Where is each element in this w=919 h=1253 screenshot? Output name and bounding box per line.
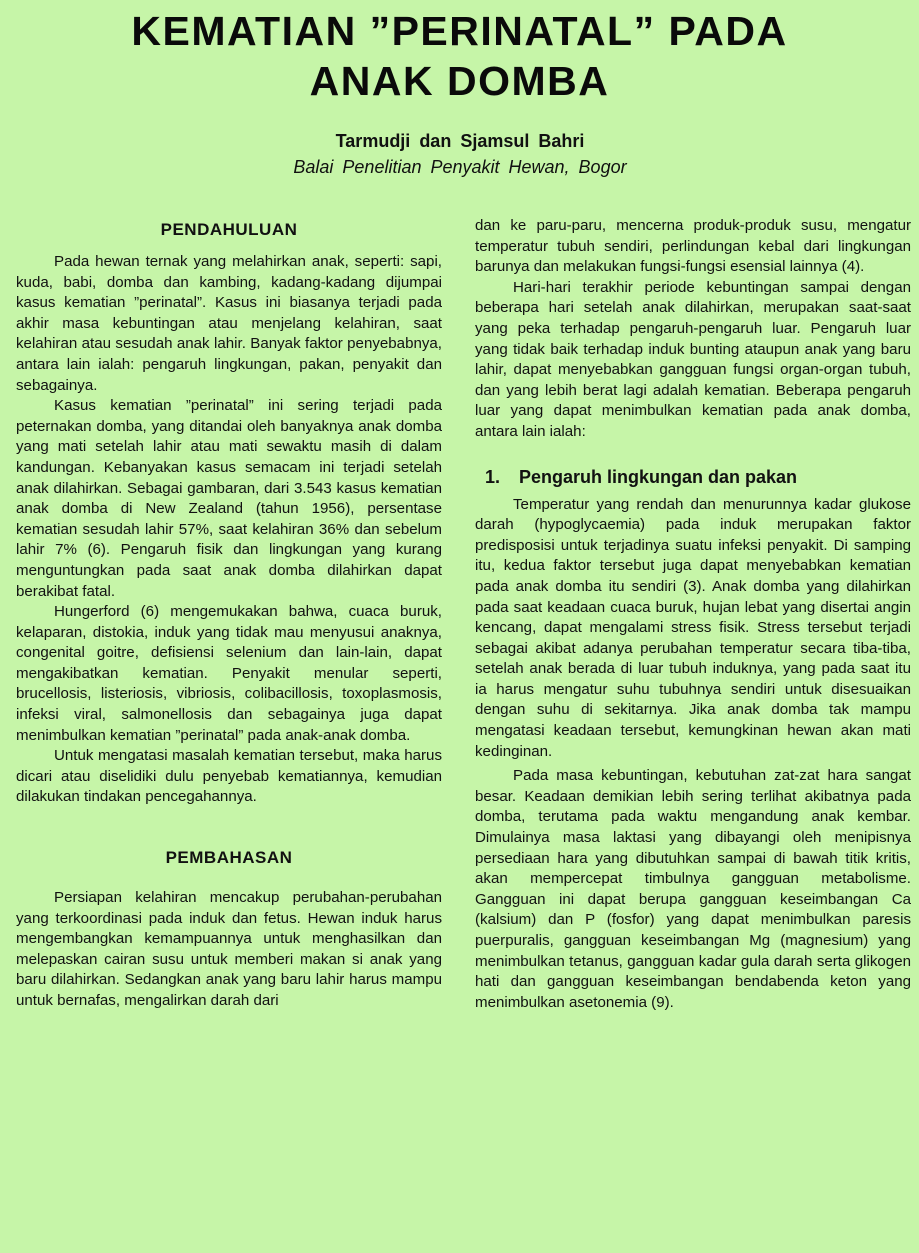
paragraph: Hari-hari terakhir periode kebuntingan sampai dengan beberapa hari setelah anak dilahirkan, merupakan saat-saat yang peka terhadap pengaruh-pengaruh luar. Pengaruh luar yang tidak baik terhadap induk bunting ataupun anak yang baru lahir, dapat menyebabkan gangguan fungsi organ-organ tubuh, dan yang lebih berat lagi adalah kematian. Beberapa pengaruh luar yang dapat menimbulkan kematian pada anak domba, antara lain ialah: <box>475 278 911 440</box>
paragraph: Untuk mengatasi masalah kematian tersebut, maka harus dicari atau diselidiki dulu penyebab kematiannya, kemudian dilakukan tindakan pencegahannya. <box>16 747 442 806</box>
paragraph: Pada hewan ternak yang melahirkan anak, seperti: sapi, kuda, babi, domba dan kambing, kadang-kadang dijumpai kasus kematian ”perinatal”. Kasus ini biasanya terjadi pada akhir masa kebuntingan atau menjelang kelahiran, saat kelahiran atau sesudah anak lahir. Banyak faktor penyebabnya, antara lain ialah: pengaruh lingkungan, pakan, penyakit dan sebagainya. <box>16 253 442 394</box>
subsection-title: Pengaruh lingkungan dan pakan <box>519 466 798 487</box>
paragraph: Hungerford (6) mengemukakan bahwa, cuaca buruk, kelaparan, distokia, induk yang tidak mau menyusui anaknya, congenital goitre, defisiensi selenium dan lain-lain, dapat mengakibatkan kematian. Penyakit menular seperti, brucellosis, listeriosis, vibriosis, colibacillosis, toxoplasmosis, infeksi viral, salmonellosis dan sebagainya juga dapat menimbulkan kematian ”perinatal” pada anak-anak domba. <box>16 603 442 744</box>
paragraph-continuation: dan ke paru-paru, mencerna produk-produk susu, mengatur temperatur tubuh sendiri, perlindungan kebal dari lingkungan barunya dan melakukan fungsi-fungsi esensial lainnya (4). <box>475 217 911 276</box>
section-heading-pendahuluan: PENDAHULUAN <box>160 220 298 239</box>
section-heading-pembahasan: PEMBAHASAN <box>165 848 293 868</box>
article-title <box>0 6 919 106</box>
authors: Tarmudji dan Sjamsul Bahri <box>335 131 585 151</box>
paragraph: Pada masa kebuntingan, kebutuhan zat-zat hara sangat besar. Keadaan demikian lebih sering terlihat akibatnya pada domba, terutama pada waktu mengandung anak kembar. Dimulainya masa laktasi yang dibayangi oleh menipisnya persediaan hara yang dibutuhkan sampai di bawah titik kritis, akan mempercepat timbulnya gangguan metabolisme. Gangguan ini dapat berupa gangguan keseimbangan Ca (kalsium) dan P (fosfor) yang dapat menimbulkan paresis puerpuralis, gangguan keseimbangan Mg (magnesium) yang menimbulkan tetanus, gangguan kadar gula darah serta glikogen hati dan gangguan keseimbangan bendabenda keton yang menimbulkan asetonemia (9). <box>475 767 911 1011</box>
paragraph: Persiapan kelahiran mencakup perubahan-perubahan yang terkoordinasi pada induk dan fetus. Hewan induk harus mengembangkan kemampuannya untuk menghasilkan dan melepaskan cairan susu untuk memberi makan si anak yang baru dilahirkan. Sedangkan anak yang baru lahir harus mampu untuk bernafas, mengalirkan darah dari <box>16 889 442 1009</box>
paragraph: Kasus kematian ”perinatal” ini sering terjadi pada peternakan domba, yang ditandai oleh banyaknya anak domba yang mati setelah lahir atau mati sewaktu masih di dalam kandungan. Kebanyakan kasus semacam ini terjadi setelah anak dilahirkan. Sebagai gambaran, dari 3.543 kasus kematian anak domba di New Zealand (tahun 1956), persentase kematian sesudah lahir 57%, saat kelahiran 36% dan sebelum lahir 7% (6). Pengaruh fisik dan lingkungan yang kurang menguntungkan pada saat anak domba dilahirkan dapat berakibat fatal. <box>16 397 442 600</box>
subsection-number: 1. <box>485 466 501 487</box>
paragraph: Temperatur yang rendah dan menurunnya kadar glukose darah (hypoglycaemia) pada induk merupakan faktor predisposisi untuk terjadinya suatu infeksi penyakit. Di samping itu, kedua faktor tersebut juga dapat menyebabkan kematian pada anak domba itu sendiri (3). Anak domba yang dilahirkan pada saat keadaan cuaca buruk, hujan lebat yang disertai angin kencang, dapat mengalami stress fisik. Stress tersebut terjadi sebagai akibat adanya perubahan temperatur secara tiba-tiba, setelah anak berada di luar tubuh induknya, yang pada saat itu ia harus mengatur suhu tubuhnya sendiri untuk disesuaikan dengan suhu di sekitarnya. Jika anak domba tak mampu mengatasi keadaan tersebut, kemungkinan hewan akan mati kedinginan. <box>475 495 911 760</box>
title-line-2: ANAK DOMBA <box>309 58 610 104</box>
left-column <box>0 214 442 1248</box>
right-column <box>469 214 911 1248</box>
affiliation: Balai Penelitian Penyakit Hewan, Bogor <box>293 157 627 177</box>
subsection-heading <box>475 465 911 489</box>
title-line-1: KEMATIAN ”PERINATAL” PADA <box>131 8 788 54</box>
